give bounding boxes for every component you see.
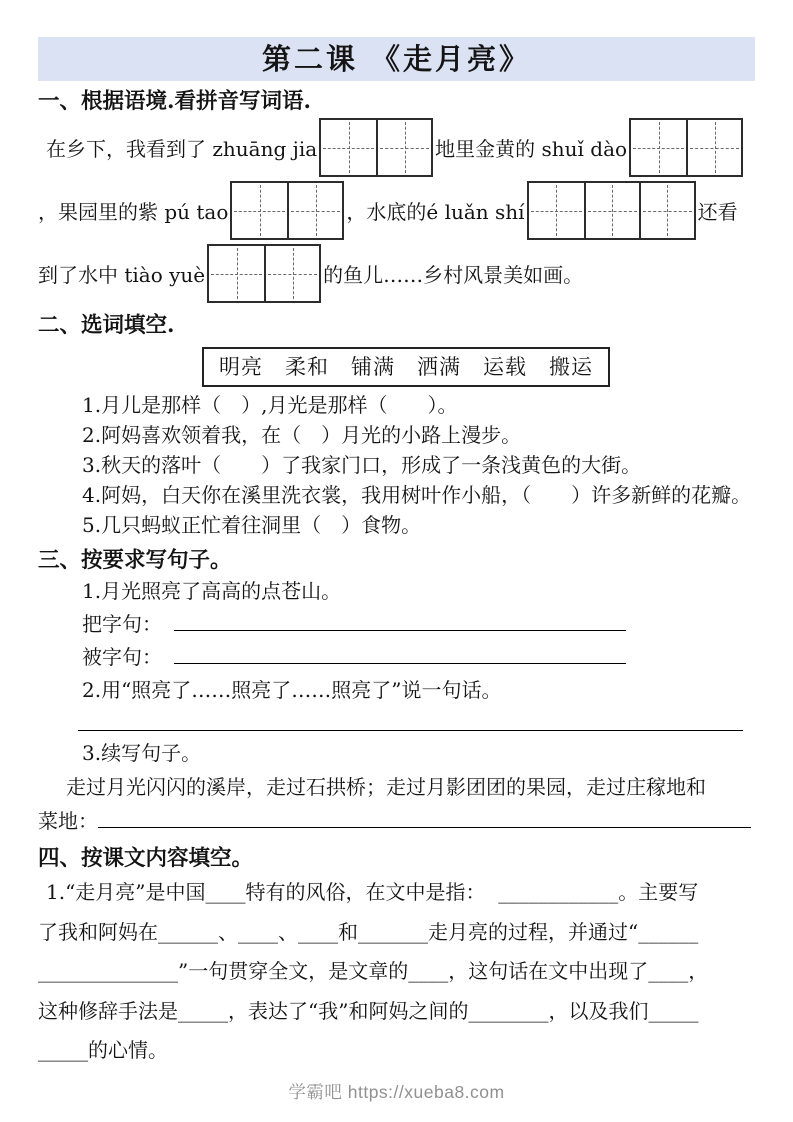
sentence-task-2: 2.用“照亮了……照亮了……照亮了”说一句话。 [82,678,502,702]
pinyin-text: 到了水中 tiào yuè [38,263,206,287]
sentence-task-1: 1.月光照亮了高高的点苍山。 [82,579,342,603]
question-line: 5.几只蚂蚁正忙着往洞里（ ）食物。 [82,513,422,537]
bei-sentence-label: 被字句： [82,645,162,669]
worksheet-content [0,88,793,1104]
grid-cell [584,183,639,238]
pinyin-text: ，果园里的紫 pú tao [38,200,229,224]
cloze-line: 这种修辞手法是_____，表达了“我”和阿妈之间的________，以及我们_____ [38,998,699,1023]
answer-blank-line-full [78,707,743,731]
section1-heading: 一、根据语境.看拼音写词语. [38,89,311,114]
grid-cell [376,120,431,175]
pinyin-text: 还看 [697,200,738,224]
pinyin-writing-grid-zhuangjia [319,118,433,177]
question-line: 4.阿妈，白天你在溪里洗衣裳，我用树叶作小船，（ ）许多新鲜的花瓣。 [82,483,752,507]
word-bank-box: 明亮 柔和 铺满 洒满 运载 搬运 [202,347,610,387]
section2-heading: 二、选词填空. [38,313,175,338]
question-line: 1.月儿是那样（ ）,月光是那样（ ）。 [82,393,458,417]
ba-sentence-row [38,608,755,641]
continuation-label: 菜地： [38,809,98,833]
section4-heading: 四、按课文内容填空。 [38,846,254,871]
sentence-task-3: 3.续写句子。 [82,741,202,765]
question-line: 3.秋天的落叶（ ）了我家门口，形成了一条浅黄色的大街。 [82,453,642,477]
grid-cell [287,183,342,238]
pinyin-text: 在乡下，我看到了 zhuāng jia [46,137,318,161]
grid-cell [321,120,376,175]
grid-cell [639,183,694,238]
answer-blank-line [174,643,626,664]
question-line: 2.阿妈喜欢领着我，在（ ）月光的小路上漫步。 [82,423,522,447]
cloze-line: _____的心情。 [38,1038,168,1062]
ba-sentence-label: 把字句： [82,612,162,636]
cloze-line: 1.“走月亮”是中国____特有的风俗，在文中是指： ____________。主要写 [46,880,699,904]
grid-cell [686,120,741,175]
bei-sentence-row [38,641,755,674]
pinyin-writing-grid-eluanshi [527,181,696,240]
answer-blank-line [174,610,626,631]
pinyin-text: 地里金黄的 shuǐ dào [435,137,628,161]
answer-blank-line [98,807,751,828]
section3-heading: 三、按要求写句子。 [38,548,232,573]
pinyin-writing-grid-shuidao [629,118,743,177]
grid-cell [631,120,686,175]
grid-cell [232,183,287,238]
grid-cell [529,183,584,238]
page-title: 第二课 《走月亮》 [38,37,755,81]
pinyin-text: ，水底的é luǎn shí [346,200,525,224]
pinyin-row-1 [38,116,781,179]
pinyin-writing-grid-putao [230,181,344,240]
grid-cell [209,246,264,301]
continuation-answer-row [38,804,755,838]
pinyin-writing-grid-tiaoyue [207,244,321,303]
cloze-line: ______________”一句贯穿全文，是文章的____，这句话在文中出现了____， [38,959,709,983]
cloze-line: 了我和阿妈在______、____、____和_______走月亮的过程，并通过“______ [38,919,699,944]
pinyin-row-2 [38,179,767,242]
grid-cell [264,246,319,301]
pinyin-row-3 [38,242,755,305]
site-watermark: 学霸吧 https://xueba8.com [288,1081,505,1102]
continuation-text: 走过月光闪闪的溪岸，走过石拱桥；走过月影团团的果园，走过庄稼地和 [66,775,706,799]
pinyin-text: 的鱼儿……乡村风景美如画。 [323,263,584,287]
